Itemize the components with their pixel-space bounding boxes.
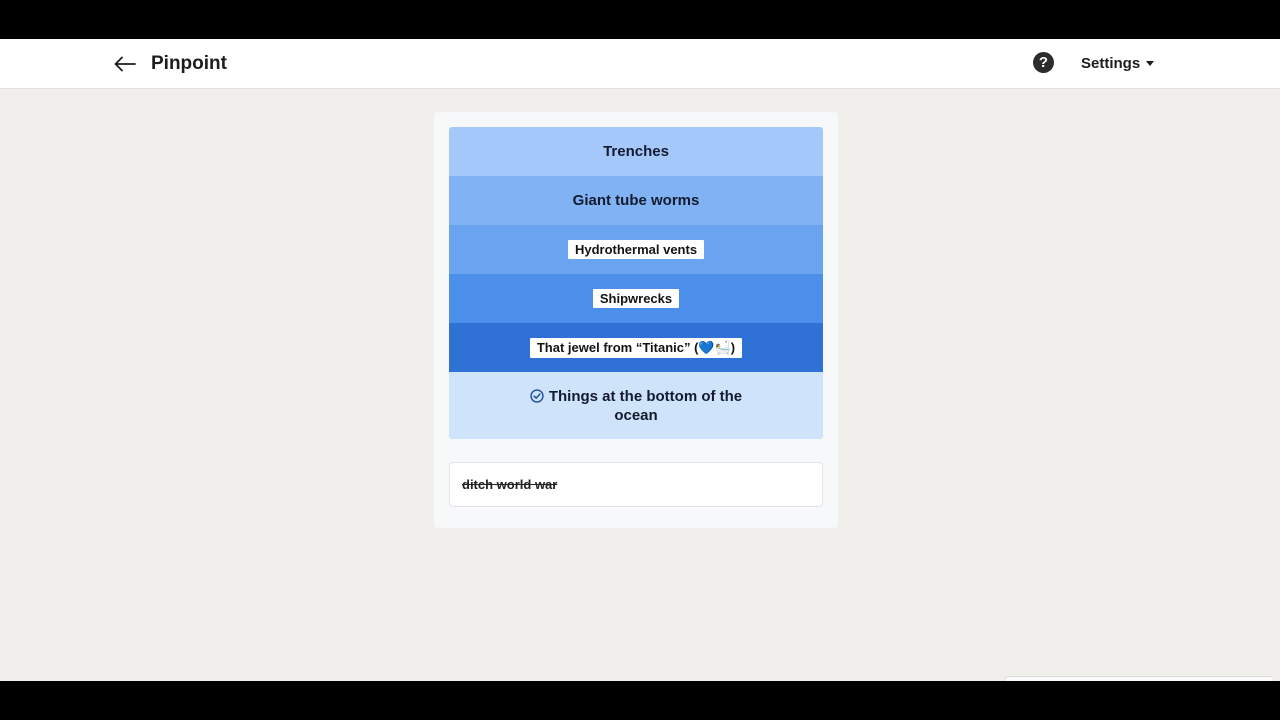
check-circle-icon [530,389,544,403]
answer-text-wrap [509,387,763,425]
corner-panel-edge [1004,676,1272,681]
letterbox-top [0,0,1280,39]
clue-row-3 [449,225,823,274]
clue-chip: That jewel from “Titanic” (💙🛀) [530,338,742,358]
clue-row-2 [449,176,823,225]
guess-text: ditch world war [462,477,558,492]
caret-down-icon [1146,61,1154,66]
clue-list [449,127,823,439]
question-circle-icon: ? [1038,54,1049,71]
clue-chip: Hydrothermal vents [568,240,704,259]
previous-guess [449,462,823,507]
clue-text: Trenches [603,143,669,160]
clue-row-4 [449,274,823,323]
help-button[interactable] [1033,52,1054,73]
game-card [434,112,838,528]
settings-label: Settings [1081,54,1141,72]
page-title: Pinpoint [151,53,227,74]
clue-text: Giant tube worms [572,192,700,209]
answer-row [449,372,823,439]
back-button[interactable] [112,51,138,77]
letterbox-bottom [0,681,1280,720]
arrow-left-icon [114,56,136,72]
clue-chip: Shipwrecks [593,289,679,308]
top-bar [0,39,1280,89]
settings-dropdown[interactable] [1081,52,1154,74]
clue-row-5 [449,323,823,372]
clue-row-1 [449,127,823,176]
app-frame [0,39,1280,681]
answer-text: Things at the bottom of the ocean [548,387,743,424]
